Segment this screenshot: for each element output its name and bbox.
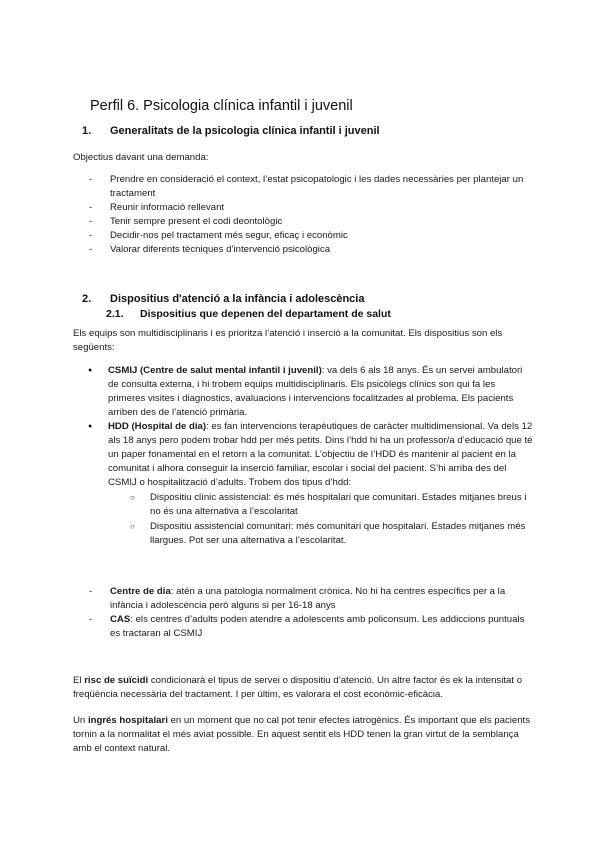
text-span: El: [73, 675, 85, 686]
cas-description: : els centres d’adults poden atendre a adolescents amb policonsum. Les addiccions puntuals es tractaran al CSMIJ: [110, 614, 525, 639]
section-1-title: Generalitats de la psicologia clínica infantil i juvenil: [110, 125, 380, 137]
list-item: - Prendre en consideració el context, l’estat psicopatologic i les dades necessàries per plantejar un tractament: [82, 173, 532, 201]
devices-list: [88, 364, 534, 548]
hospital-admission-term: ingrés hospitalari: [87, 715, 168, 726]
hdd-description: : es fan intervencions terapèutiques de caràcter multidimensional. Va dels 12 als 18 anys pero podem trobar hdd per més petits. Dins l’hdd hi ha un professor/a d’educació que té un paper fonamental en el retorn a la comunitat. L’objectiu de l’HDD és mantenir al pacient en la comunitat i alhora conseguir la inserció familiar, escolar i social del pacient. S’hi arriba des del CSMIJ o hospitalització d’adults. Trobem dos tipus d’hdd:: [108, 421, 533, 488]
hospital-admission-paragraph: [73, 714, 535, 756]
csmij-description: : va dels 6 als 18 anys. És un servei ambulatori de consulta externa, i hi trobem equips multidisciplinaris. Els psicòlegs clínics son qui fa les primeres visites i diagnostics, avaluacions i intervencions focalitzades al problema. Els pacients arriben des de l’atenció primària.: [108, 365, 523, 418]
section-2-1-heading: [106, 307, 391, 321]
list-item-centre-de-dia: [82, 585, 532, 613]
csmij-label: CSMIJ (Centre de salut mental infantil i juvenil): [108, 365, 322, 376]
list-item-csmij: [88, 364, 534, 420]
centre-de-dia-description: : atén a una patologia normalment crònica. No hi ha centres específics per a la infància i adolescència però alguns si per 16-18 anys: [110, 586, 506, 611]
list-item: - Decidir-nos pel tractament més segur, eficaç i econòmic: [82, 229, 532, 243]
cas-label: CAS: [110, 614, 131, 625]
section-2-title: Dispositius d'atenció a la infància i adolescència: [110, 293, 365, 305]
page-title: Perfil 6. Psicologia clínica infantil i juvenil: [90, 98, 353, 114]
section-1-heading: [82, 124, 380, 139]
section-2-1-title: Dispositius que depenen del departament de salut: [140, 308, 391, 320]
other-devices-list: [82, 585, 532, 641]
list-item: - Tenir sempre present el codi deontològic: [82, 215, 532, 229]
list-item-cas: [82, 613, 532, 641]
section-2-number: 2.: [82, 293, 92, 305]
text-span: en un moment que no cal pot tenir efectes iatrogènics. És important que els pacients tornin a la normalitat el més aviat possible. En aquest sentit els HDD tenen la gran virtut de la semblança amb el context natural.: [73, 715, 531, 754]
objectives-list: [82, 173, 532, 257]
hdd-label: HDD (Hospital de dia): [108, 421, 207, 432]
text-span: condicionarà el tipus de servei o dispositiu d’atenció. Un altre factor és ek la intensitat o freqüència necessària del tractament. I per últim, es valorara el cost econòmic-eficàcia.: [73, 675, 523, 700]
suicide-risk-paragraph: [73, 674, 535, 702]
list-item: - Valorar diferents tècniques d’intervenció psicològica: [82, 243, 532, 257]
centre-de-dia-label: Centre de dia: [110, 586, 171, 597]
section-2-1-number: 2.1.: [106, 308, 124, 320]
list-item: - Reunir informació rellevant: [82, 201, 532, 215]
objectives-intro: Objectius davant una demanda:: [73, 152, 209, 163]
list-item: ○ Dispositiu assistencial comunitari: més comunitari que hospitalari. Estades mitjanes més llargues. Pot ser una alternativa a l’escolaritat.: [108, 520, 534, 548]
list-item-hdd: [88, 420, 534, 548]
suicide-risk-term: risc de suïcidi: [84, 675, 149, 686]
devices-intro: Els equips son multidisciplinaris i es prioritza l’atenció i inserció a la comunitat. Els dispositius son els següents:: [73, 328, 503, 353]
section-2-heading: [82, 292, 364, 307]
list-item: ○ Dispositiu clínic assistencial: és més hospitalari que comunitari. Estades mitjanes breus i no és una alternativa a l’escolaritat: [108, 491, 534, 519]
text-span: Un: [73, 715, 88, 726]
hdd-types-list: [108, 491, 534, 548]
section-1-number: 1.: [82, 125, 92, 137]
